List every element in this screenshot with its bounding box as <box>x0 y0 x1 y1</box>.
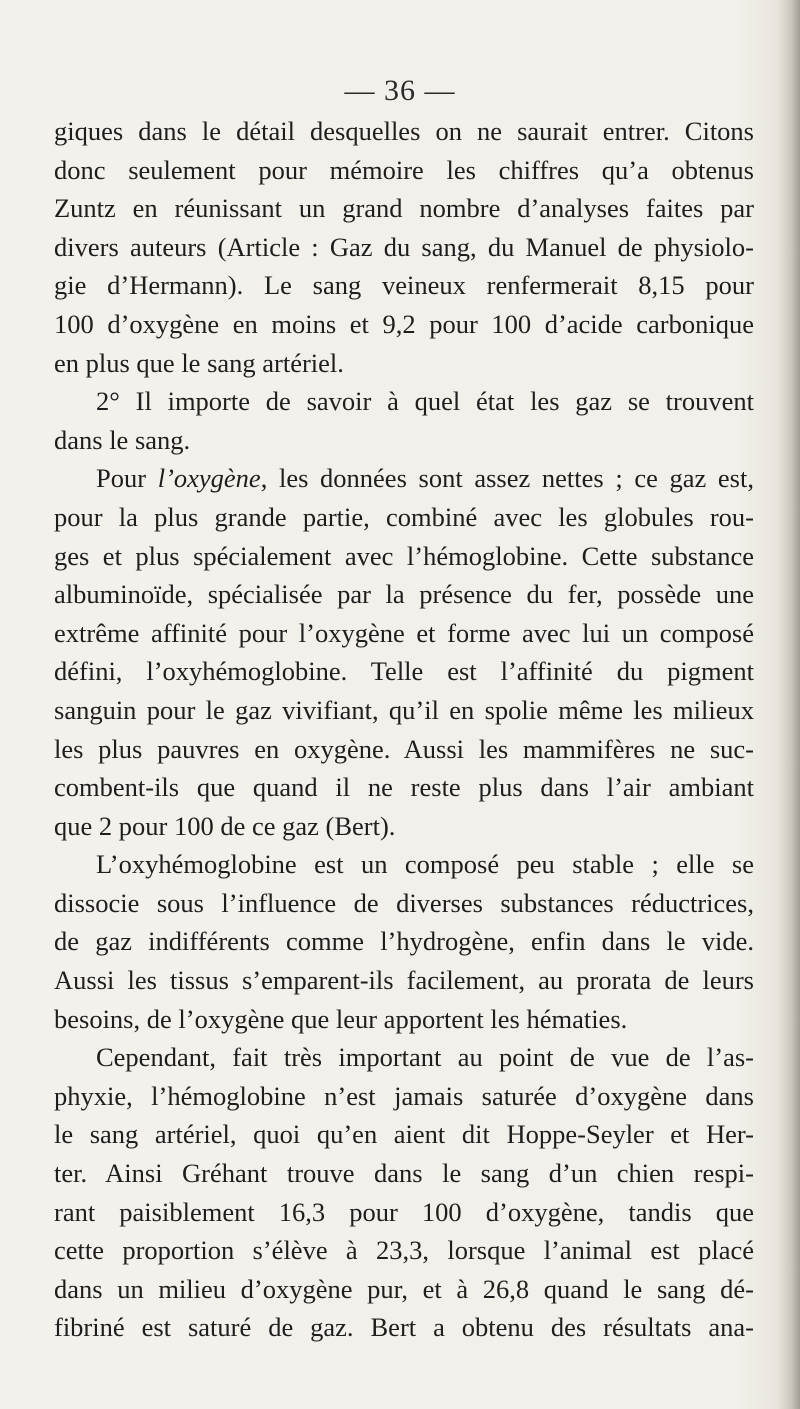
text-line: rant paisiblement 16,3 pour 100 d’oxygène, tandis que <box>54 1196 754 1227</box>
text-line: besoins, de l’oxygène que leur apportent les hématies. <box>54 1003 628 1034</box>
text-line: en plus que le sang artériel. <box>54 347 344 378</box>
text-line: Zuntz en réunissant un grand nombre d’analyses faites par <box>54 193 754 224</box>
text-line <box>54 459 754 498</box>
text-line: pour la plus grande partie, combiné avec les globules rou- <box>54 501 754 532</box>
text-line: Cependant, fait très important au point de vue de l’as- <box>96 1042 754 1073</box>
body-text <box>54 112 754 1347</box>
text-line: que 2 pour 100 de ce gaz (Bert). <box>54 810 396 841</box>
text-line: dissocie sous l’influence de diverses substances réductrices, <box>54 887 754 918</box>
text-line: de gaz indifférents comme l’hydrogène, enfin dans le vide. <box>54 926 754 957</box>
text-line: fibriné est saturé de gaz. Bert a obtenu des résultats ana- <box>54 1312 754 1343</box>
text-line: Aussi les tissus s’emparent-ils facilement, au prorata de leurs <box>54 965 754 996</box>
text-line: donc seulement pour mémoire les chiffres qu’a obtenus <box>54 154 754 185</box>
text-line: L’oxyhémoglobine est un composé peu stable ; elle se <box>96 849 754 880</box>
text-line: combent-ils que quand il ne reste plus dans l’air ambiant <box>54 772 754 803</box>
text-line: cette proportion s’élève à 23,3, lorsque l’animal est placé <box>54 1235 754 1266</box>
text-line: phyxie, l’hémoglobine n’est jamais saturée d’oxygène dans <box>54 1080 754 1111</box>
page-edge-shadow <box>778 0 800 1409</box>
text-line: ter. Ainsi Gréhant trouve dans le sang d’un chien respi- <box>54 1158 754 1189</box>
text-line: dans un milieu d’oxygène pur, et à 26,8 quand le sang dé- <box>54 1273 754 1304</box>
text-line: les plus pauvres en oxygène. Aussi les mammifères ne suc- <box>54 733 754 764</box>
text-line: giques dans le détail desquelles on ne saurait entrer. Citons <box>54 116 754 146</box>
text-line: le sang artériel, quoi qu’en aient dit Hoppe-Seyler et Her- <box>54 1119 754 1150</box>
text-line: défini, l’oxyhémoglobine. Telle est l’affinité du pigment <box>54 656 754 687</box>
text-line: gie d’Hermann). Le sang veineux renfermerait 8,15 pour <box>54 270 754 301</box>
italic-term: l’oxygène <box>157 463 261 494</box>
text-line-prefix: Pour <box>96 463 158 494</box>
text-line: divers auteurs (Article : Gaz du sang, du Manuel de physiolo- <box>54 231 754 262</box>
text-line: sanguin pour le gaz vivifiant, qu’il en spolie même les milieux <box>54 694 754 725</box>
text-line: dans le sang. <box>54 424 191 455</box>
text-line: 100 d’oxygène en moins et 9,2 pour 100 d’acide carbonique <box>54 308 754 339</box>
text-line: albuminoïde, spécialisée par la présence du fer, possède une <box>54 579 754 610</box>
text-line: 2° Il importe de savoir à quel état les gaz se trouvent <box>96 386 754 417</box>
text-line-rest: , les données sont assez nettes ; ce gaz est, <box>260 463 754 494</box>
text-line: extrême affinité pour l’oxygène et forme avec lui un composé <box>54 617 754 648</box>
page-number: — 36 — <box>344 74 456 107</box>
text-line: ges et plus spécialement avec l’hémoglobine. Cette substance <box>54 540 754 571</box>
